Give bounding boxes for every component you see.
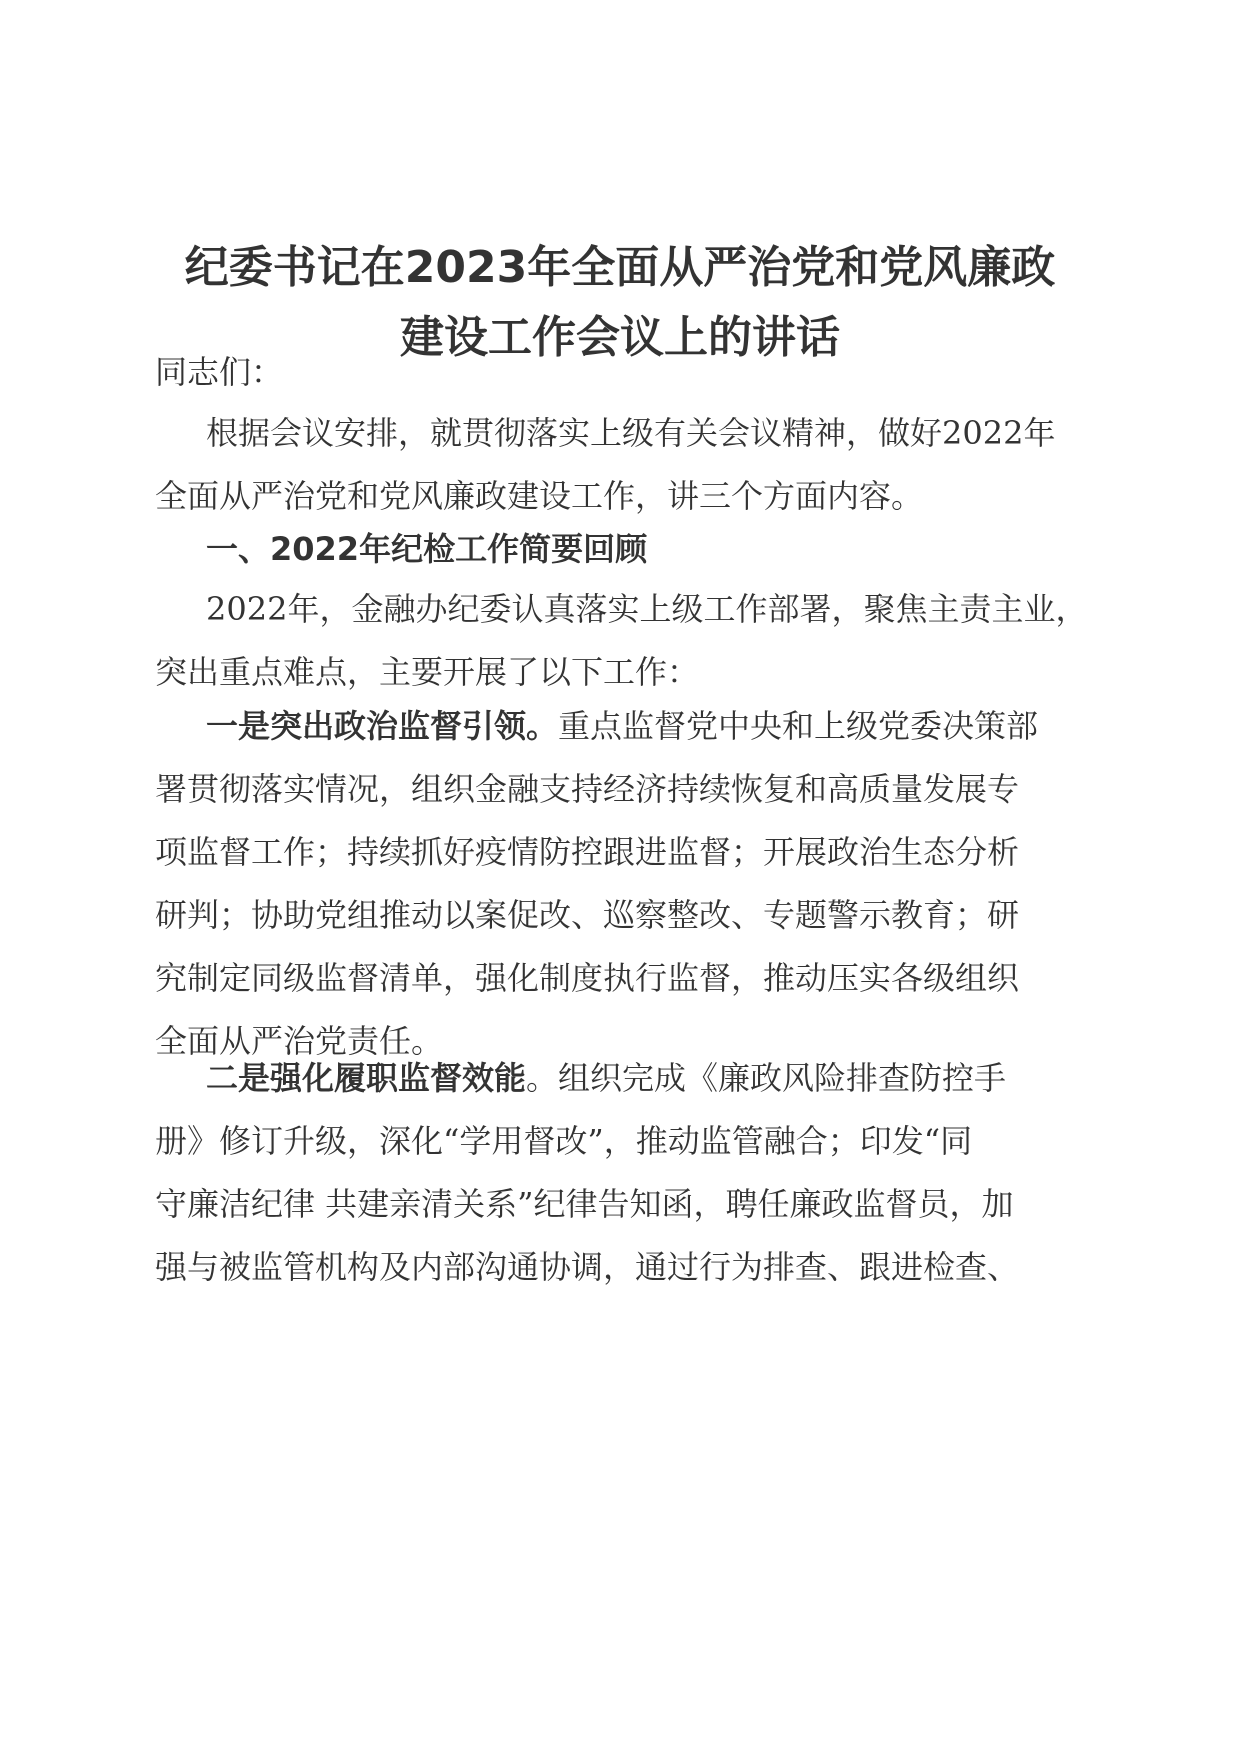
item-1-line-5: 究制定同级监督清单，强化制度执行监督，推动压实各级组织 bbox=[155, 959, 1020, 997]
item-2-lead: 二是强化履职监督效能 bbox=[206, 1059, 527, 1097]
salutation-paragraph bbox=[155, 341, 1095, 404]
item-1-lead: 一是突出政治监督引领。 bbox=[206, 707, 559, 745]
section-1-line-1: 2022年，金融办纪委认真落实上级工作部署，聚焦主责主业， bbox=[206, 590, 1088, 628]
salutation: 同志们： bbox=[155, 353, 284, 391]
section-1-line-2: 突出重点难点，主要开展了以下工作： bbox=[155, 653, 700, 691]
item-2-paragraph bbox=[155, 1047, 1095, 1299]
intro-line-2: 全面从严治党和党风廉政建设工作，讲三个方面内容。 bbox=[155, 477, 924, 515]
item-2-line-2: 册》修订升级，深化“学用督改”，推动监管融合；印发“同 bbox=[155, 1122, 973, 1160]
item-1-line-2: 署贯彻落实情况，组织金融支持经济持续恢复和高质量发展专 bbox=[155, 770, 1020, 808]
document-title-line-1: 纪委书记在2023年全面从严治党和党风廉政 bbox=[184, 242, 1056, 293]
document-title-line-2: 建设工作会议上的讲话 bbox=[400, 312, 840, 363]
item-1-line-4: 研判；协助党组推动以案促改、巡察整改、专题警示教育；研 bbox=[155, 896, 1020, 934]
section-1-heading: 一、2022年纪检工作简要回顾 bbox=[206, 530, 648, 568]
item-2-line-4: 强与被监管机构及内部沟通协调，通过行为排查、跟进检查、 bbox=[155, 1248, 1020, 1286]
item-1-line-1-rest: 重点监督党中央和上级党委决策部 bbox=[558, 707, 1039, 745]
item-1-line-1 bbox=[155, 695, 1095, 758]
intro-line-1: 根据会议安排，就贯彻落实上级有关会议精神，做好2022年 bbox=[206, 414, 1056, 452]
item-1-line-6: 全面从严治党责任。 bbox=[155, 1022, 444, 1060]
item-1-paragraph bbox=[155, 695, 1095, 1073]
item-2-line-3: 守廉洁纪律 共建亲清关系”纪律告知函，聘任廉政监督员，加 bbox=[155, 1185, 1014, 1223]
section-1-paragraph bbox=[155, 578, 1095, 704]
intro-paragraph bbox=[155, 402, 1095, 528]
item-2-line-1 bbox=[155, 1047, 1095, 1110]
item-2-line-1-rest: 。组织完成《廉政风险排查防控手 bbox=[526, 1059, 1007, 1097]
item-1-line-3: 项监督工作；持续抓好疫情防控跟进监督；开展政治生态分析 bbox=[155, 833, 1020, 871]
